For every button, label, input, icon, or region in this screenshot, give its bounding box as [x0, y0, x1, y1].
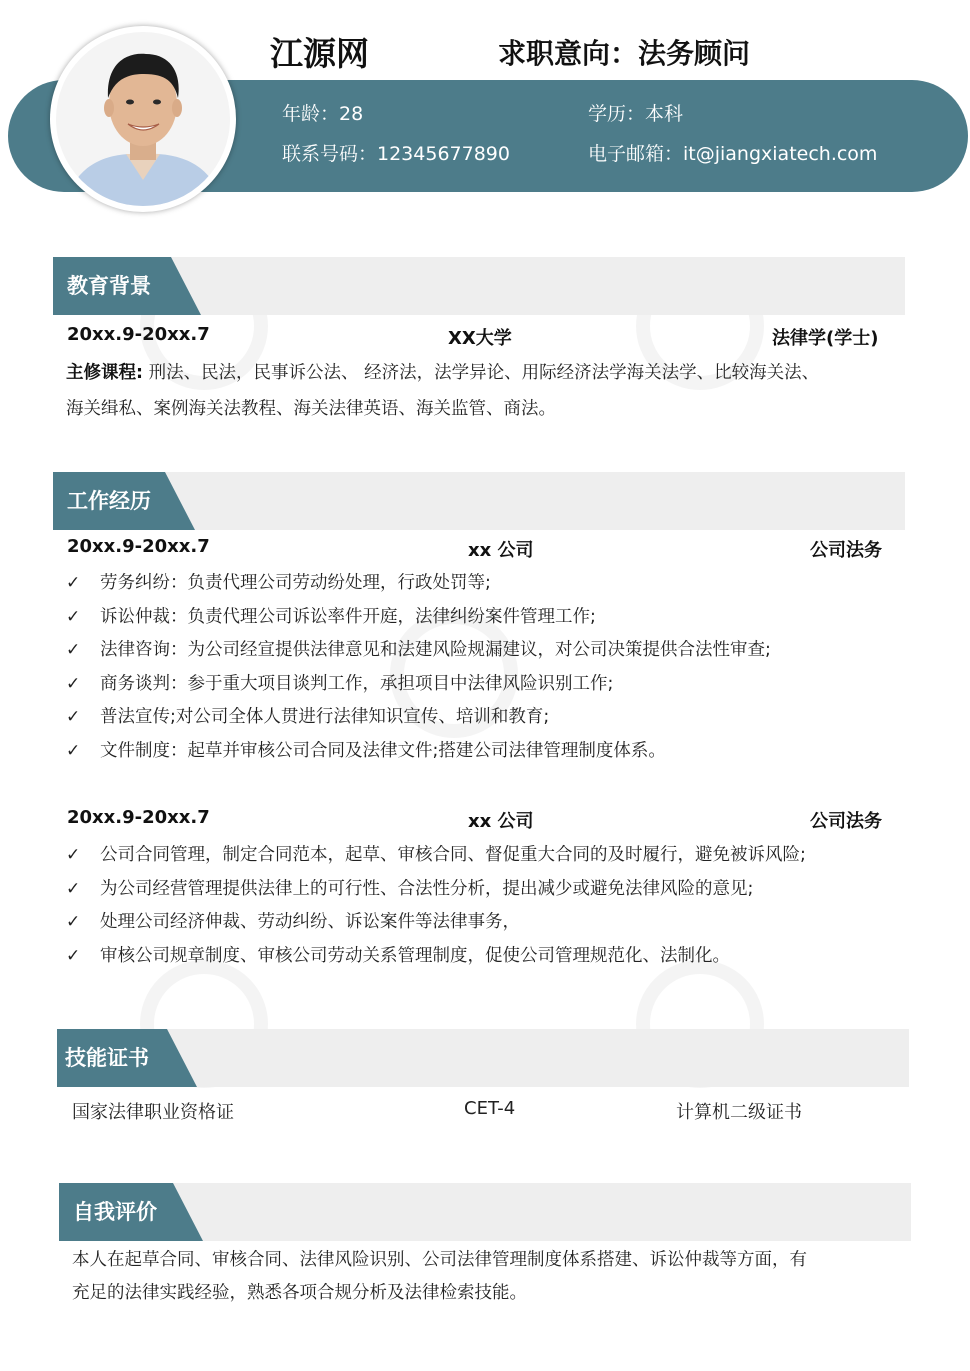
- self-eval-section-title: 自我评价: [73, 1200, 157, 1224]
- phone-info: 联系号码：12345677890: [282, 143, 510, 165]
- check-icon: ✓: [66, 912, 81, 932]
- cert-item: 计算机二级证书: [676, 1102, 802, 1123]
- self-eval-text: [72, 1244, 807, 1310]
- job1-position: 公司法务: [810, 540, 882, 561]
- check-icon: ✓: [66, 945, 81, 966]
- job2-company: xx 公司: [468, 811, 534, 832]
- education-school: XX大学: [448, 328, 512, 349]
- job1-period: 20xx.9-20xx.7: [67, 536, 210, 557]
- check-icon: ✓: [66, 640, 81, 660]
- courses-label: 主修课程:: [66, 363, 143, 383]
- job-intent: 求职意向：法务顾问: [498, 37, 751, 70]
- avatar-portrait: [56, 32, 230, 206]
- check-icon: ✓: [66, 707, 81, 727]
- education-major: 法律学(学士): [772, 328, 879, 349]
- cert-item: 国家法律职业资格证: [72, 1102, 234, 1123]
- work-section-tab: [53, 472, 201, 530]
- job2-position: 公司法务: [810, 811, 882, 832]
- email-info: 电子邮箱：it@jiangxiatech.com: [588, 143, 878, 165]
- self-eval-section-tab: [59, 1183, 207, 1241]
- check-icon: ✓: [66, 845, 81, 865]
- courses-line1: 刑法、民法，民事诉公法、 经济法，法学异论、用际经济法学海关法学、比较海关法、: [143, 363, 820, 383]
- skills-section-title: 技能证书: [65, 1046, 149, 1070]
- profile-photo: [50, 26, 236, 212]
- education-period: 20xx.9-20xx.7: [67, 324, 210, 345]
- cert-item: CET-4: [464, 1098, 516, 1119]
- courses-line2: 海关缉私、案例海关法教程、海关法律英语、海关监管、商法。: [66, 399, 556, 419]
- job1-company: xx 公司: [468, 540, 534, 561]
- age-info: 年龄：28: [282, 103, 364, 125]
- check-icon: ✓: [66, 878, 81, 899]
- education-info: 学历：本科: [588, 103, 684, 125]
- job2-period: 20xx.9-20xx.7: [67, 807, 210, 828]
- education-courses: [66, 355, 819, 427]
- self-eval-line1: 本人在起草合同、审核合同、法律风险识别、公司法律管理制度体系搭建、诉讼仲裁等方面，有: [72, 1250, 807, 1270]
- self-eval-line2: 充足的法律实践经验，熟悉各项合规分析及法律检索技能。: [72, 1283, 527, 1303]
- check-icon: ✓: [66, 740, 81, 761]
- work-section-title: 工作经历: [67, 489, 151, 513]
- check-icon: ✓: [66, 606, 81, 627]
- education-section-tab: [53, 257, 201, 315]
- check-icon: ✓: [66, 673, 81, 694]
- check-icon: ✓: [66, 573, 81, 593]
- education-section-title: 教育背景: [67, 274, 151, 298]
- candidate-name: 江源网: [270, 34, 369, 73]
- skills-section-tab: [57, 1029, 205, 1087]
